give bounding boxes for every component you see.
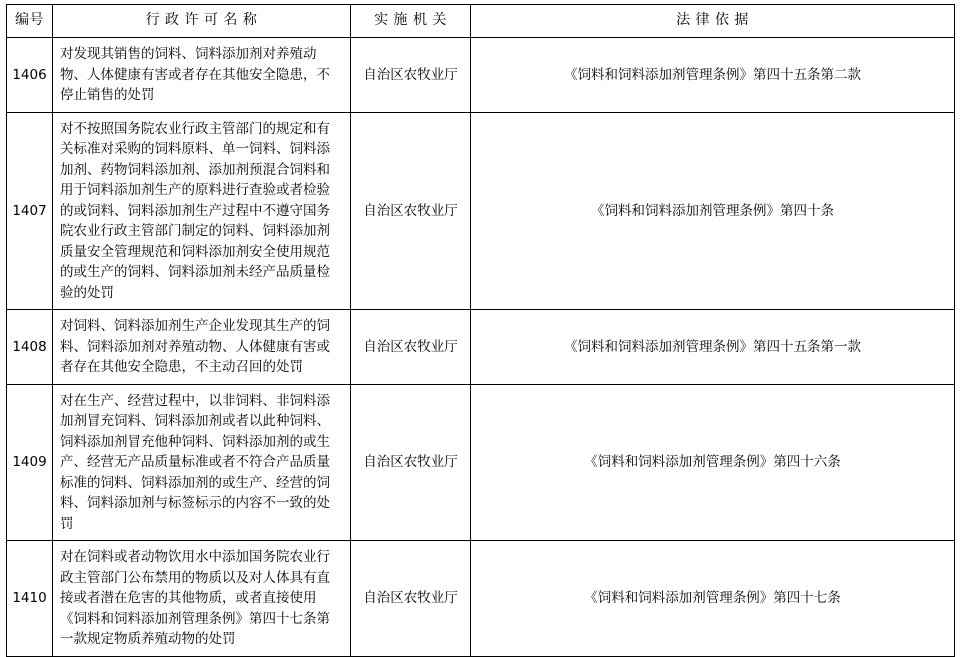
cell-number: 1410 xyxy=(7,541,53,657)
table-header-row xyxy=(7,5,955,38)
table-row xyxy=(7,310,955,385)
column-header-organization: 实 施 机 关 xyxy=(351,5,471,38)
cell-legal-basis: 《饲料和饲料添加剂管理条例》第四十七条 xyxy=(471,541,955,657)
cell-organization: 自治区农牧业厅 xyxy=(351,38,471,113)
cell-organization: 自治区农牧业厅 xyxy=(351,310,471,385)
cell-legal-basis: 《饲料和饲料添加剂管理条例》第四十六条 xyxy=(471,384,955,541)
cell-organization: 自治区农牧业厅 xyxy=(351,112,471,310)
cell-number: 1408 xyxy=(7,310,53,385)
table-body xyxy=(7,38,955,657)
cell-legal-basis: 《饲料和饲料添加剂管理条例》第四十五条第二款 xyxy=(471,38,955,113)
cell-name: 对不按照国务院农业行政主管部门的规定和有关标准对采购的饲料原料、单一饲料、饲料添加剂、药物饲料添加剂、添加剂预混合饲料和用于饲料添加剂生产的原料进行查验或者检验的或饲料、饲料添加剂生产过程中不遵守国务院农业行政主管部门制定的饲料、饲料添加剂质量安全管理规范和饲料添加剂安全使用规范的或生产的饲料、饲料添加剂未经产品质量检验的处罚 xyxy=(53,112,351,310)
cell-legal-basis: 《饲料和饲料添加剂管理条例》第四十条 xyxy=(471,112,955,310)
table-row xyxy=(7,384,955,541)
cell-name: 对在饲料或者动物饮用水中添加国务院农业行政主管部门公布禁用的物质以及对人体具有直接或者潜在危害的其他物质，或者直接使用《饲料和饲料添加剂管理条例》第四十七条第一款规定物质养殖动物的处罚 xyxy=(53,541,351,657)
cell-number: 1406 xyxy=(7,38,53,113)
table-row xyxy=(7,541,955,657)
column-header-name: 行 政 许 可 名 称 xyxy=(53,5,351,38)
cell-name: 对在生产、经营过程中，以非饲料、非饲料添加剂冒充饲料、饲料添加剂或者以此种饲料、饲料添加剂冒充他种饲料、饲料添加剂的或生产、经营无产品质量标准或者不符合产品质量标准的饲料、饲料添加剂的或生产、经营的饲料、饲料添加剂与标签标示的内容不一致的处罚 xyxy=(53,384,351,541)
cell-legal-basis: 《饲料和饲料添加剂管理条例》第四十五条第一款 xyxy=(471,310,955,385)
cell-name: 对饲料、饲料添加剂生产企业发现其生产的饲料、饲料添加剂对养殖动物、人体健康有害或者存在其他安全隐患，不主动召回的处罚 xyxy=(53,310,351,385)
column-header-number: 编号 xyxy=(7,5,53,38)
column-header-legal-basis: 法 律 依 据 xyxy=(471,5,955,38)
cell-organization: 自治区农牧业厅 xyxy=(351,384,471,541)
table-row xyxy=(7,112,955,310)
table-header xyxy=(7,5,955,38)
cell-organization: 自治区农牧业厅 xyxy=(351,541,471,657)
administrative-penalty-table xyxy=(6,4,955,657)
table-row xyxy=(7,38,955,113)
cell-name: 对发现其销售的饲料、饲料添加剂对养殖动物、人体健康有害或者存在其他安全隐患，不停止销售的处罚 xyxy=(53,38,351,113)
cell-number: 1407 xyxy=(7,112,53,310)
cell-number: 1409 xyxy=(7,384,53,541)
